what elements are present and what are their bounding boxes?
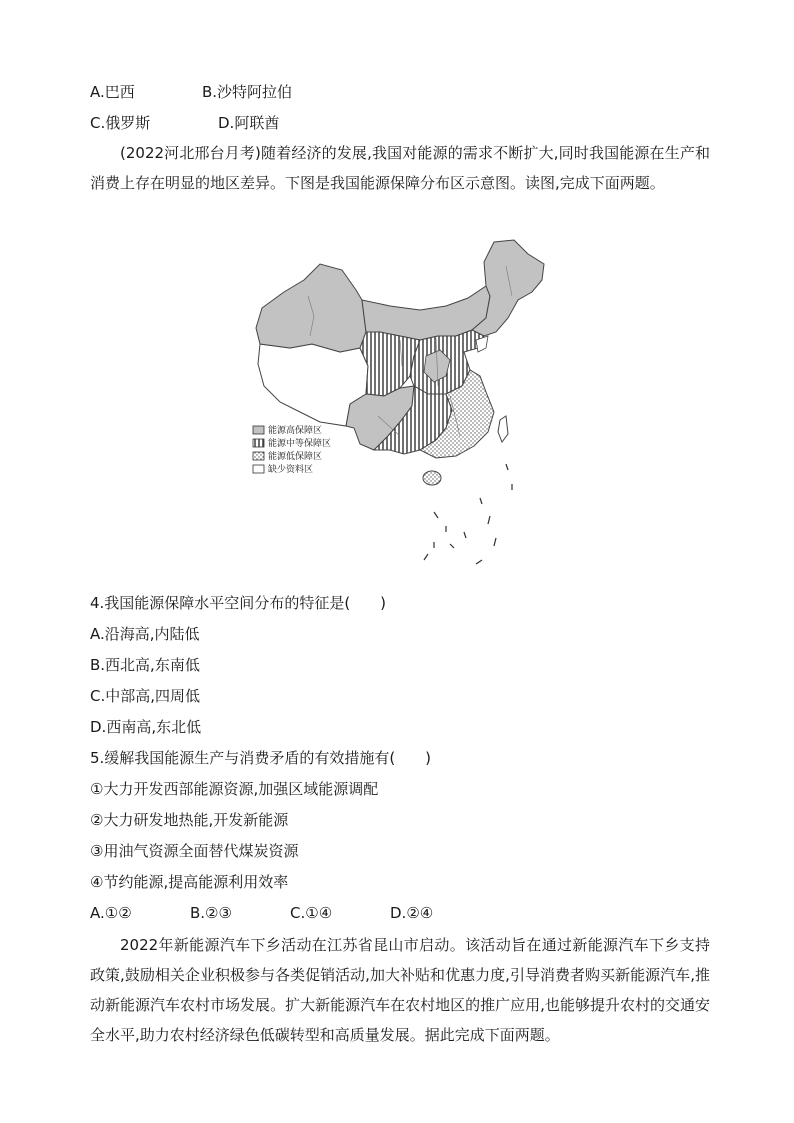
prev-options-row-2	[90, 113, 279, 133]
q5-item-3: ③用油气资源全面替代煤炭资源	[90, 842, 299, 860]
prev-option-c: C.俄罗斯	[90, 114, 151, 132]
q5-option-b: B.②③	[190, 904, 232, 922]
q5-options-row	[90, 903, 433, 923]
intro-paragraph-1: (2022河北邢台月考)随着经济的发展,我国对能源的需求不断扩大,同时我国能源在生产和消费上存在明显的地区差异。下图是我国能源保障分布区示意图。读图,完成下面两题。	[90, 144, 710, 192]
region-xinjiang	[256, 264, 366, 352]
legend-swatch-medium	[253, 439, 264, 447]
q5-option-c: C.①④	[290, 904, 333, 922]
china-energy-map	[250, 236, 550, 581]
legend-swatch-low	[253, 452, 264, 460]
q4-option-d: D.西南高,东北低	[90, 718, 202, 736]
intro-paragraph-2: 2022年新能源汽车下乡活动在江苏省昆山市启动。该活动旨在通过新能源汽车下乡支持政策,鼓励相关企业积极参与各类促销活动,加大补贴和优惠力度,引导消费者购买新能源汽车,推动新能源汽车农村市场发展。扩大新能源汽车在农村地区的推广应用,也能够提升农村的交通安全水平,助力农村经济绿色低碳转型和高质量发展。据此完成下面两题。	[90, 936, 710, 1044]
q5-item-2: ②大力研发地热能,开发新能源	[90, 811, 289, 829]
prev-option-a: A.巴西	[90, 83, 135, 101]
map-legend	[253, 424, 331, 475]
q5-option-d: D.②④	[390, 904, 434, 922]
region-hainan	[423, 471, 441, 485]
q4-option-a: A.沿海高,内陆低	[90, 625, 200, 643]
legend-label-nodata: 缺少资料区	[268, 465, 314, 475]
legend-label-high: 能源高保障区	[268, 426, 323, 436]
prev-option-b: B.沙特阿拉伯	[202, 83, 293, 101]
legend-label-low: 能源低保障区	[268, 452, 323, 462]
q4-stem: 4.我国能源保障水平空间分布的特征是( )	[90, 594, 387, 612]
q4-option-b: B.西北高,东南低	[90, 656, 200, 674]
region-taiwan	[498, 416, 508, 442]
q4-option-c: C.中部高,四周低	[90, 687, 201, 705]
legend-swatch-nodata	[253, 465, 264, 473]
legend-swatch-high	[253, 426, 264, 434]
q5-option-a: A.①②	[90, 904, 132, 922]
q5-stem: 5.缓解我国能源生产与消费矛盾的有效措施有( )	[90, 749, 432, 767]
prev-options-row-1	[90, 82, 292, 102]
q5-item-4: ④节约能源,提高能源利用效率	[90, 873, 289, 891]
prev-option-d: D.阿联酋	[218, 114, 280, 132]
legend-label-medium: 能源中等保障区	[268, 439, 332, 449]
q5-item-1: ①大力开发西部能源资源,加强区域能源调配	[90, 780, 379, 798]
